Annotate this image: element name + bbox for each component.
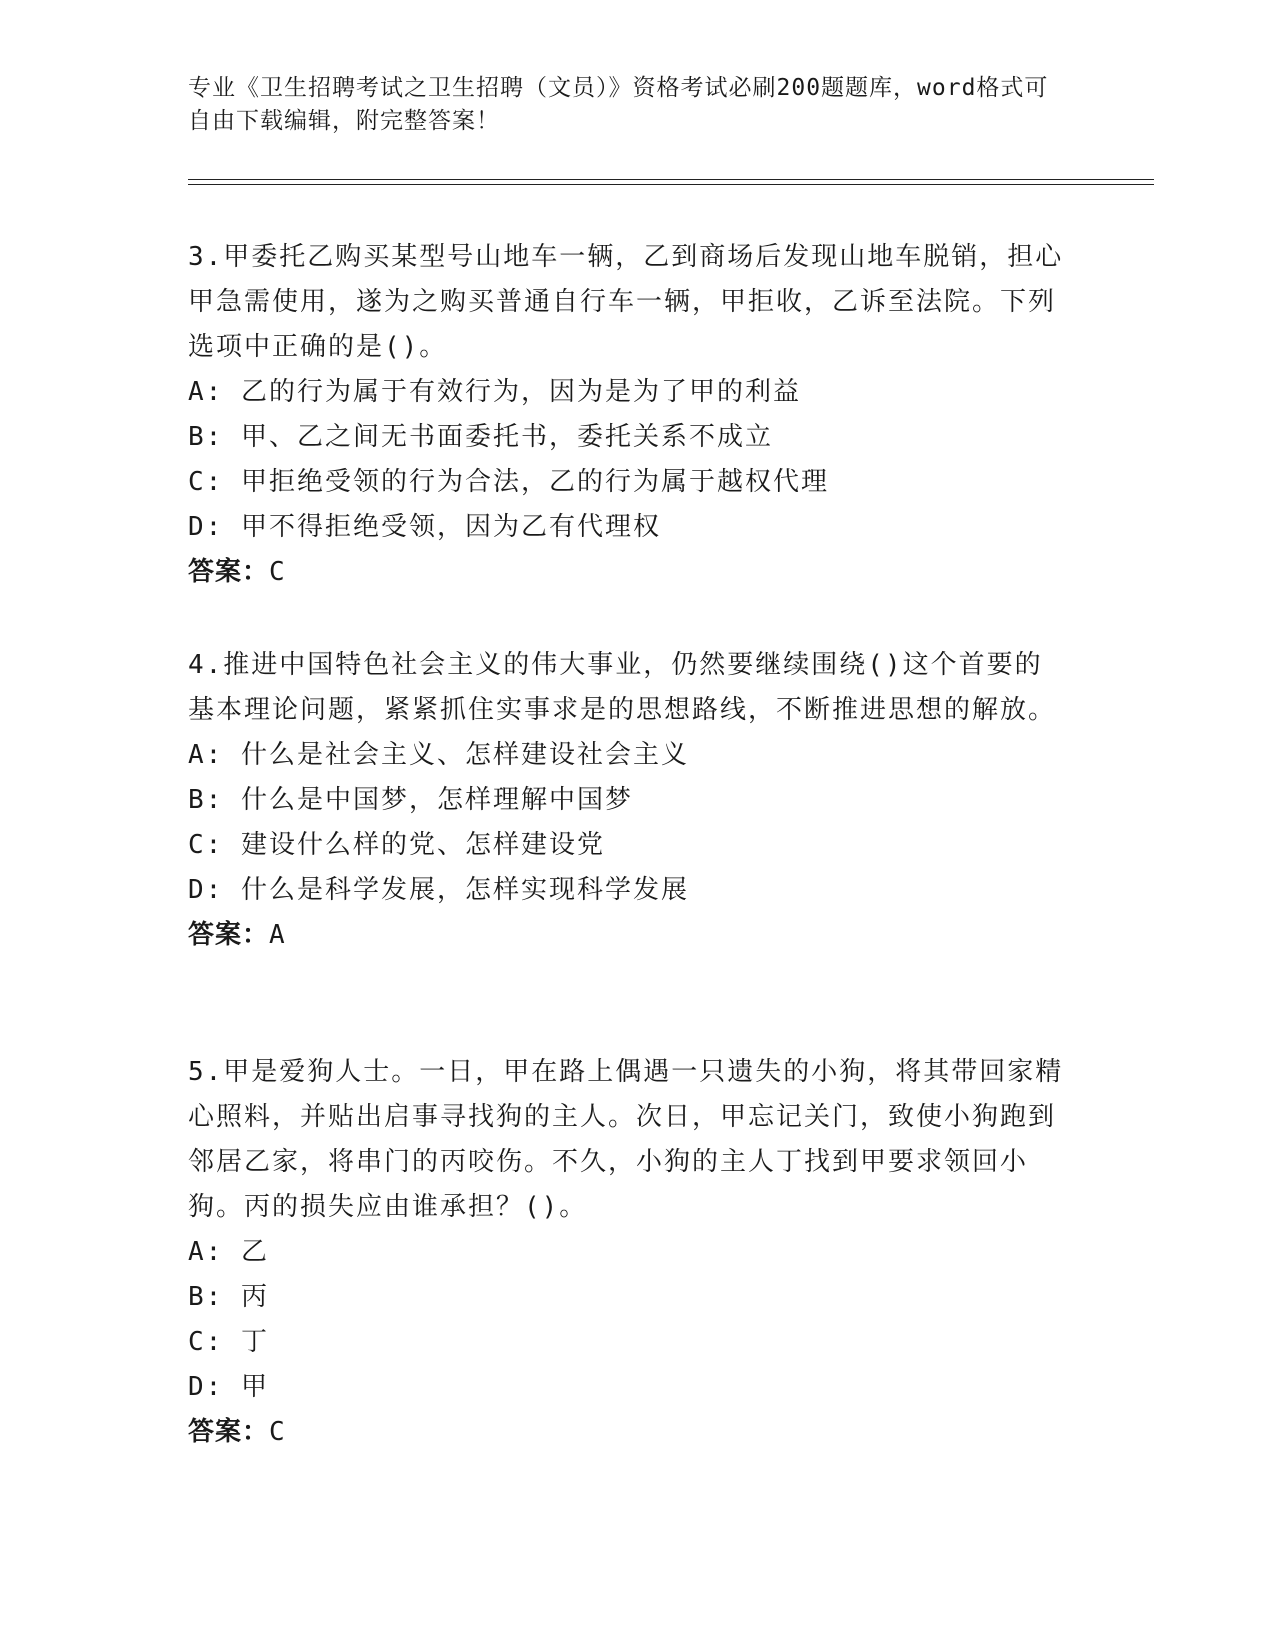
option-c: C: 建设什么样的党、怎样建设党: [188, 830, 605, 860]
option-d: D: 什么是科学发展，怎样实现科学发展: [188, 875, 689, 905]
answer-key: C: [269, 1417, 286, 1447]
answer-label: 答案：: [188, 557, 270, 587]
answer-label: 答案：: [188, 1417, 270, 1447]
header-divider-top: [188, 179, 1154, 180]
option-b: B: 丙: [188, 1282, 269, 1312]
document-intro: [188, 72, 1068, 138]
option-d: D: 甲: [188, 1372, 269, 1402]
option-a: A: 什么是社会主义、怎样建设社会主义: [188, 740, 689, 770]
answer-line: [188, 913, 1068, 958]
question-4: [188, 643, 1068, 958]
question-3: [188, 235, 1068, 595]
option-b: B: 甲、乙之间无书面委托书，委托关系不成立: [188, 422, 773, 452]
option-c: C: 丁: [188, 1327, 269, 1357]
option-c: C: 甲拒绝受领的行为合法，乙的行为属于越权代理: [188, 467, 829, 497]
intro-text: 专业《卫生招聘考试之卫生招聘（文员）》资格考试必刷200题题库，word格式可自由下载编辑，附完整答案！: [188, 75, 1049, 134]
option-d: D: 甲不得拒绝受领，因为乙有代理权: [188, 512, 661, 542]
option-a: A: 乙: [188, 1237, 269, 1267]
question-stem: 3.甲委托乙购买某型号山地车一辆，乙到商场后发现山地车脱销，担心甲急需使用，遂为之购买普通自行车一辆，甲拒收，乙诉至法院。下列选项中正确的是()。: [188, 242, 1064, 362]
question-5: [188, 1050, 1068, 1455]
answer-line: [188, 550, 1068, 595]
option-a: A: 乙的行为属于有效行为，因为是为了甲的利益: [188, 377, 801, 407]
header-divider-bottom: [188, 184, 1154, 185]
answer-line: [188, 1410, 1068, 1455]
question-stem: 4.推进中国特色社会主义的伟大事业，仍然要继续围绕()这个首要的基本理论问题，紧紧抓住实事求是的思想路线，不断推进思想的解放。: [188, 650, 1057, 725]
question-stem: 5.甲是爱狗人士。一日，甲在路上偶遇一只遗失的小狗，将其带回家精心照料，并贴出启事寻找狗的主人。次日，甲忘记关门，致使小狗跑到邻居乙家，将串门的丙咬伤。不久，小狗的主人丁找到甲要求领回小狗。丙的损失应由谁承担？()。: [188, 1057, 1064, 1222]
answer-label: 答案：: [188, 920, 270, 950]
answer-key: A: [269, 920, 286, 950]
answer-key: C: [269, 557, 286, 587]
option-b: B: 什么是中国梦，怎样理解中国梦: [188, 785, 633, 815]
